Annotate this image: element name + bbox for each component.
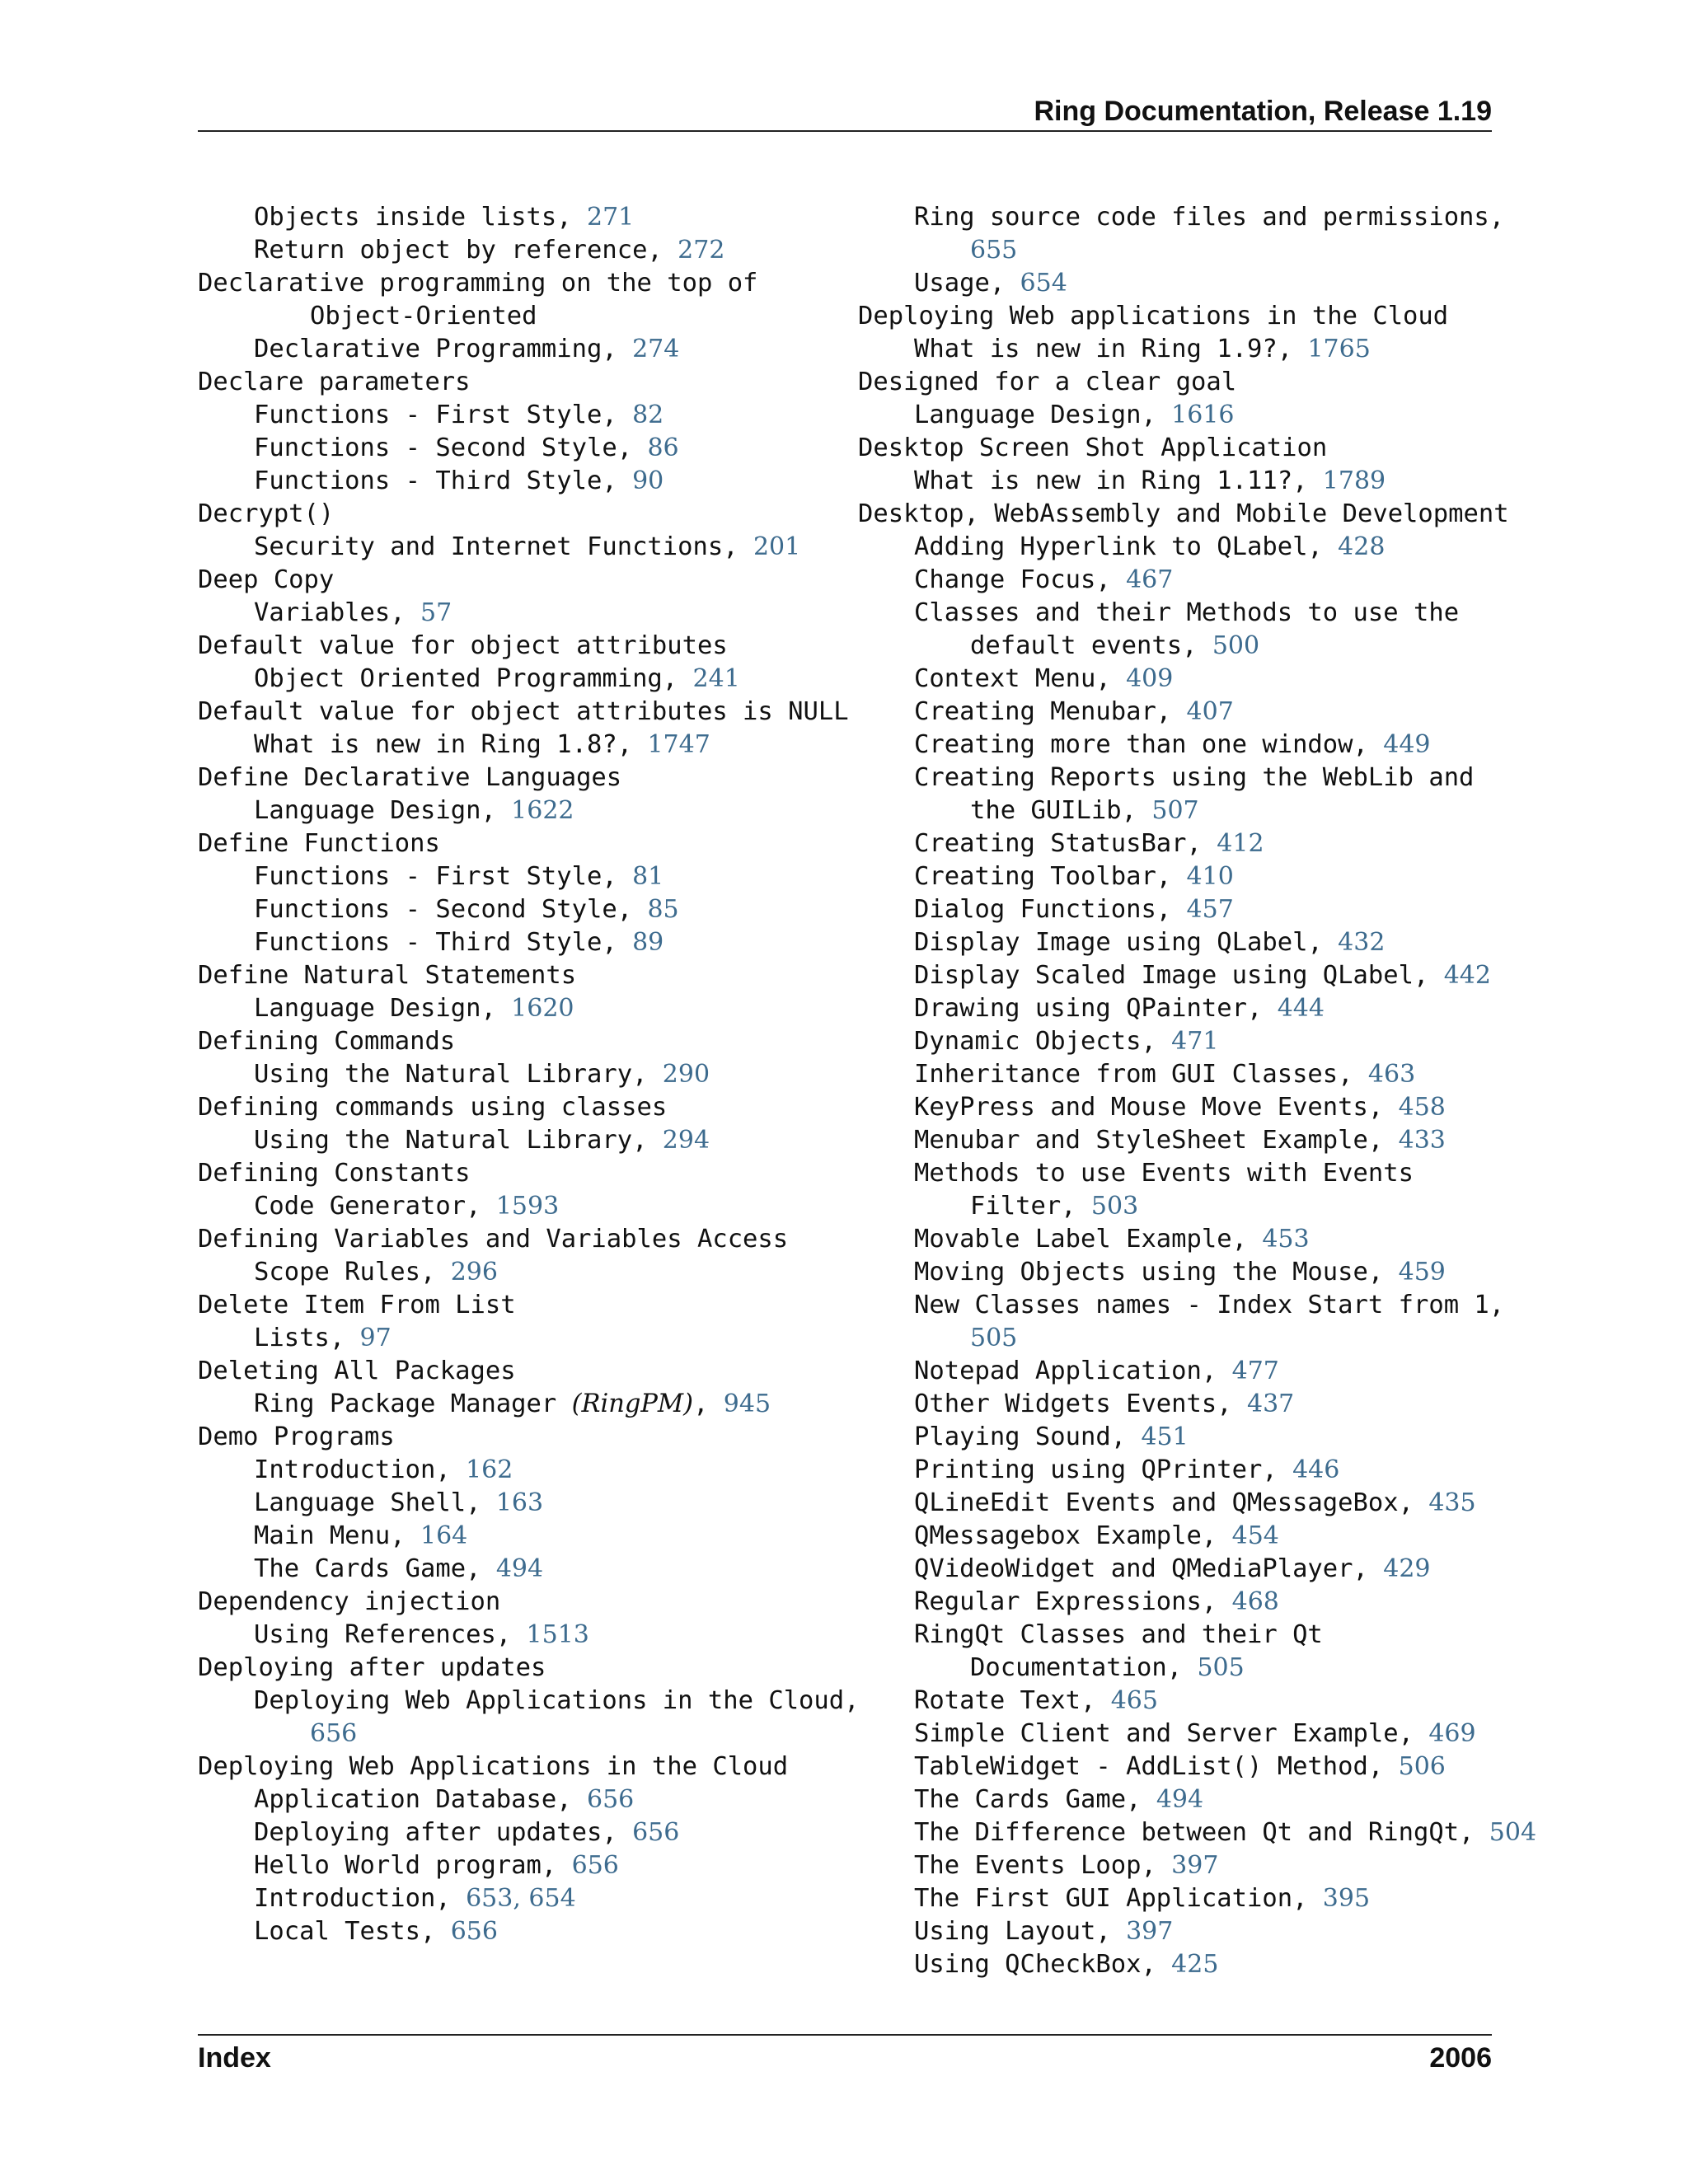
entry-text: Usage, <box>914 269 1020 298</box>
entry-text: Define Declarative Languages <box>198 763 622 792</box>
index-subentry <box>198 1388 874 1421</box>
page-link[interactable]: 494 <box>495 1554 544 1583</box>
index-subentry <box>198 1685 874 1718</box>
entry-text: Application Database, <box>254 1785 587 1814</box>
page-link[interactable]: 1747 <box>647 730 710 759</box>
entry-text: The Cards Game, <box>254 1554 496 1583</box>
page-link[interactable]: 506 <box>1398 1752 1446 1781</box>
page-link[interactable]: 201 <box>753 532 801 561</box>
index-subentry <box>198 1915 874 1948</box>
index-subentry <box>858 1882 1509 1915</box>
entry-text: Ring Package Manager <box>254 1390 572 1418</box>
index-term <box>198 1652 874 1685</box>
index-term <box>198 1421 874 1454</box>
page-link[interactable]: 500 <box>1212 631 1260 660</box>
page-link[interactable]: 89 <box>632 928 664 957</box>
page-link[interactable]: 453 <box>1262 1225 1310 1254</box>
index-term <box>858 432 1509 465</box>
entry-text: What is new in Ring 1.9?, <box>914 335 1308 363</box>
entry-text: Deploying Web Applications in the Cloud <box>198 1752 789 1781</box>
page-link[interactable]: 1789 <box>1322 466 1386 495</box>
index-subentry <box>198 234 874 267</box>
index-subentry <box>858 1718 1509 1750</box>
index-subentry <box>858 1586 1509 1619</box>
page-link[interactable]: 653 <box>466 1884 513 1913</box>
index-subentry <box>198 663 874 696</box>
page-link[interactable]: 432 <box>1338 928 1386 957</box>
index-subentry <box>858 201 1509 234</box>
index-subentry <box>858 234 1509 267</box>
page-link[interactable]: 504 <box>1489 1818 1537 1847</box>
entry-text-suffix: , <box>693 1390 724 1418</box>
entry-text: Functions - Second Style, <box>254 895 648 924</box>
index-subentry <box>858 1816 1537 1849</box>
index-subentry <box>858 1157 1509 1190</box>
entry-text: Printing using QPrinter, <box>914 1455 1293 1484</box>
entry-text: Functions - Second Style, <box>254 434 648 462</box>
page-link[interactable]: 437 <box>1246 1390 1295 1418</box>
index-subentry <box>198 432 874 465</box>
index-subentry <box>858 1783 1509 1816</box>
index-subentry <box>198 1322 874 1355</box>
running-footer <box>198 2034 1492 2077</box>
entry-text: Decrypt() <box>198 499 335 528</box>
page-link[interactable]: 272 <box>678 236 725 265</box>
index-subentry <box>858 564 1509 597</box>
entry-text: KeyPress and Mouse Move Events, <box>914 1093 1399 1122</box>
page-link[interactable]: 81 <box>632 862 664 891</box>
index-term <box>198 498 874 531</box>
index-subentry <box>858 1520 1509 1553</box>
page-link[interactable]: 656 <box>586 1785 635 1814</box>
index-term <box>858 498 1509 531</box>
page-link[interactable]: 163 <box>495 1488 544 1517</box>
index-subentry <box>858 926 1509 959</box>
page-link[interactable]: 505 <box>970 1324 1018 1352</box>
page-link[interactable]: 458 <box>1398 1093 1446 1122</box>
entry-text: Security and Internet Functions, <box>254 532 753 561</box>
page-link[interactable]: 494 <box>1156 1785 1204 1814</box>
index-column-left <box>198 201 874 1948</box>
page-link[interactable]: 395 <box>1322 1884 1371 1913</box>
entry-text: Dialog Functions, <box>914 895 1187 924</box>
entry-text: Designed for a clear goal <box>858 368 1237 396</box>
page-link[interactable]: 655 <box>970 236 1018 265</box>
page-link[interactable]: 654 <box>1020 269 1067 298</box>
entry-text: Declare parameters <box>198 368 471 396</box>
index-subentry <box>198 992 874 1025</box>
entry-text: Creating Reports using the WebLib and <box>914 763 1475 792</box>
entry-text: Filter, <box>970 1192 1091 1221</box>
page-link[interactable]: 290 <box>662 1060 710 1089</box>
entry-text: Code Generator, <box>254 1192 496 1221</box>
index-subentry <box>198 1124 874 1157</box>
entry-text: Functions - First Style, <box>254 862 633 891</box>
entry-text: The First GUI Application, <box>914 1884 1323 1913</box>
entry-text: Adding Hyperlink to QLabel, <box>914 532 1339 561</box>
page-link[interactable]: 409 <box>1126 664 1174 693</box>
entry-text: The Events Loop, <box>914 1851 1172 1880</box>
entry-text: Desktop, WebAssembly and Mobile Development <box>858 499 1509 528</box>
page-link[interactable]: 429 <box>1383 1554 1431 1583</box>
index-term <box>858 300 1509 333</box>
entry-text: Language Design, <box>254 796 512 825</box>
index-subentry <box>858 1849 1509 1882</box>
index-subentry <box>858 1256 1509 1289</box>
entry-text: Defining commands using classes <box>198 1093 668 1122</box>
entry-text: Hello World program, <box>254 1851 572 1880</box>
page-link[interactable]: 271 <box>586 203 635 232</box>
page-link[interactable]: 444 <box>1277 994 1325 1023</box>
entry-text: QVideoWidget and QMediaPlayer, <box>914 1554 1384 1583</box>
page-link[interactable]: 945 <box>723 1390 771 1418</box>
entry-text: Local Tests, <box>254 1917 451 1946</box>
entry-text: Playing Sound, <box>914 1422 1142 1451</box>
document-title: Ring Documentation, Release 1.19 <box>1034 96 1492 127</box>
entry-text: Lists, <box>254 1324 360 1352</box>
index-subentry <box>198 333 874 366</box>
index-term <box>198 1025 874 1058</box>
page-link[interactable]: 294 <box>662 1126 710 1155</box>
entry-text: Ring source code files and permissions, <box>914 203 1505 232</box>
entry-text: Variables, <box>254 598 420 627</box>
entry-text: Deploying Web Applications in the Cloud, <box>254 1686 860 1715</box>
index-term <box>198 1223 874 1256</box>
entry-text: Default value for object attributes <box>198 631 728 660</box>
entry-text: New Classes names - Index Start from 1, <box>914 1291 1505 1319</box>
entry-text: Methods to use Events with Events <box>914 1159 1414 1188</box>
entry-text: RingQt Classes and their Qt <box>914 1620 1323 1649</box>
entry-text: The Cards Game, <box>914 1785 1156 1814</box>
page-link[interactable]: 86 <box>647 434 679 462</box>
entry-text: Simple Client and Server Example, <box>914 1719 1429 1748</box>
entry-text: What is new in Ring 1.11?, <box>914 466 1323 495</box>
entry-text: Deploying after updates <box>198 1653 546 1682</box>
page-link[interactable]: 469 <box>1428 1719 1476 1748</box>
index-subentry <box>858 893 1509 926</box>
entry-text: Default value for object attributes is NULL <box>198 697 849 726</box>
entry-text: Regular Expressions, <box>914 1587 1232 1616</box>
index-term <box>198 1586 874 1619</box>
entry-text: Functions - Third Style, <box>254 466 633 495</box>
entry-text: Defining Variables and Variables Access <box>198 1225 789 1254</box>
index-subentry <box>858 1355 1509 1388</box>
index-subentry <box>858 1487 1509 1520</box>
index-term <box>198 366 874 399</box>
page-link[interactable]: 97 <box>359 1324 392 1352</box>
page-link[interactable]: 85 <box>647 895 679 924</box>
index-subentry <box>198 531 874 564</box>
entry-text: Classes and their Methods to use the <box>914 598 1460 627</box>
entry-text: Display Scaled Image using QLabel, <box>914 961 1444 990</box>
entry-text: Menubar and StyleSheet Example, <box>914 1126 1399 1155</box>
entry-text: Drawing using QPainter, <box>914 994 1278 1023</box>
page-link[interactable]: 1593 <box>495 1192 560 1221</box>
page-link[interactable]: 410 <box>1186 862 1234 891</box>
index-subentry <box>858 1619 1509 1652</box>
index-subentry <box>198 465 874 498</box>
entry-text: Functions - First Style, <box>254 401 633 429</box>
entry-text: Deep Copy <box>198 565 335 594</box>
entry-text: Using the Natural Library, <box>254 1060 663 1089</box>
index-subentry <box>858 465 1509 498</box>
page-link[interactable]: 503 <box>1090 1192 1139 1221</box>
index-subentry <box>198 1256 874 1289</box>
entry-text: Context Menu, <box>914 664 1127 693</box>
entry-text: Deploying Web applications in the Cloud <box>858 302 1449 330</box>
page-link[interactable]: 1513 <box>526 1620 589 1649</box>
entry-text: Inheritance from GUI Classes, <box>914 1060 1368 1089</box>
index-subentry <box>198 1783 874 1816</box>
index-subentry <box>198 1816 874 1849</box>
entry-text: Declarative Programming, <box>254 335 633 363</box>
index-column-right <box>858 201 1537 1981</box>
entry-text: Defining Commands <box>198 1027 456 1056</box>
index-subentry <box>858 762 1509 794</box>
index-subentry <box>858 1685 1509 1718</box>
entry-text: Other Widgets Events, <box>914 1390 1247 1418</box>
index-subentry <box>858 399 1509 432</box>
index-subentry <box>858 1091 1509 1124</box>
index-subentry <box>198 1520 874 1553</box>
entry-text: Demo Programs <box>198 1422 395 1451</box>
page-link[interactable]: 656 <box>310 1719 358 1748</box>
entry-text: Rotate Text, <box>914 1686 1111 1715</box>
index-subentry <box>858 1421 1509 1454</box>
page-link[interactable]: 274 <box>632 335 680 363</box>
index-term <box>858 366 1509 399</box>
index-subentry <box>198 399 874 432</box>
index-term <box>198 696 874 729</box>
index-subentry <box>858 531 1509 564</box>
index-subentry <box>858 1223 1509 1256</box>
entry-text: Deleting All Packages <box>198 1357 516 1385</box>
index-term <box>198 1289 874 1322</box>
page-link[interactable]: 412 <box>1217 829 1264 858</box>
index-subentry <box>198 1487 874 1520</box>
entry-text: Movable Label Example, <box>914 1225 1263 1254</box>
index-subentry <box>858 1322 1509 1355</box>
footer-section: Index <box>198 2042 271 2074</box>
index-subentry <box>198 860 874 893</box>
entry-italic-text: (RingPM) <box>571 1390 694 1418</box>
entry-text: Language Design, <box>914 401 1172 429</box>
entry-text: Creating StatusBar, <box>914 829 1217 858</box>
entry-text: QMessagebox Example, <box>914 1521 1232 1550</box>
entry-text: Object Oriented Programming, <box>254 664 693 693</box>
index-term <box>198 959 874 992</box>
index-subentry <box>198 1454 874 1487</box>
index-subentry <box>858 1915 1509 1948</box>
entry-text: Language Design, <box>254 994 512 1023</box>
index-subentry <box>198 1849 874 1882</box>
index-subentry <box>198 1882 874 1915</box>
entry-text: QLineEdit Events and QMessageBox, <box>914 1488 1429 1517</box>
page-link[interactable]: 1620 <box>511 994 574 1023</box>
index-subentry <box>198 300 874 333</box>
page-link[interactable]: 656 <box>450 1917 498 1946</box>
entry-text: Define Functions <box>198 829 440 858</box>
index-term <box>198 1157 874 1190</box>
page-link[interactable]: 407 <box>1186 697 1234 726</box>
page-link[interactable]: 507 <box>1151 796 1199 825</box>
page-link[interactable]: 296 <box>450 1258 498 1286</box>
entry-text: Main Menu, <box>254 1521 420 1550</box>
page-link[interactable]: 82 <box>632 401 664 429</box>
entry-text: Language Shell, <box>254 1488 496 1517</box>
index-subentry <box>858 696 1509 729</box>
entry-text: Creating Menubar, <box>914 697 1187 726</box>
index-subentry <box>858 860 1509 893</box>
entry-text: Delete Item From List <box>198 1291 516 1319</box>
index-subentry <box>198 729 874 762</box>
page-link[interactable]: 435 <box>1428 1488 1476 1517</box>
index-subentry <box>198 1718 874 1750</box>
entry-text: Using QCheckBox, <box>914 1950 1172 1979</box>
footer-page-number: 2006 <box>1429 2042 1492 2074</box>
entry-text: Introduction, <box>254 1455 467 1484</box>
entry-text: Object-Oriented <box>310 302 537 330</box>
entry-text: Notepad Application, <box>914 1357 1232 1385</box>
page-link[interactable]: 162 <box>466 1455 513 1484</box>
index-subentry <box>198 1619 874 1652</box>
entry-text: Objects inside lists, <box>254 203 587 232</box>
index-term <box>198 564 874 597</box>
page-link[interactable]: 656 <box>571 1851 619 1880</box>
page-link[interactable]: 459 <box>1398 1258 1446 1286</box>
page-link[interactable]: 397 <box>1171 1851 1219 1880</box>
entry-text: Dynamic Objects, <box>914 1027 1172 1056</box>
page-link[interactable]: 656 <box>632 1818 680 1847</box>
page-link[interactable]: 463 <box>1367 1060 1416 1089</box>
running-header <box>198 92 1492 132</box>
entry-text: Documentation, <box>970 1653 1198 1682</box>
page-link[interactable]: 241 <box>692 664 740 693</box>
entry-text: Declarative programming on the top of <box>198 269 758 298</box>
entry-text: Moving Objects using the Mouse, <box>914 1258 1399 1286</box>
entry-text: Scope Rules, <box>254 1258 451 1286</box>
index-subentry <box>858 267 1509 300</box>
index-subentry <box>858 630 1509 663</box>
index-term <box>198 762 874 794</box>
page-link[interactable]: 1622 <box>511 796 574 825</box>
index-subentry <box>858 794 1509 827</box>
entry-text: What is new in Ring 1.8?, <box>254 730 648 759</box>
index-subentry <box>198 1190 874 1223</box>
page-link[interactable]: 449 <box>1383 730 1431 759</box>
page-link[interactable]: 397 <box>1126 1917 1174 1946</box>
page-link[interactable]: 164 <box>420 1521 468 1550</box>
index-subentry <box>858 333 1509 366</box>
index-subentry <box>858 959 1509 992</box>
page-link[interactable]: 471 <box>1171 1027 1219 1056</box>
index-subentry <box>198 926 874 959</box>
index-subentry <box>858 827 1509 860</box>
index-subentry <box>198 597 874 630</box>
entry-text: Creating Toolbar, <box>914 862 1187 891</box>
index-subentry <box>858 1454 1509 1487</box>
entry-text: Deploying after updates, <box>254 1818 633 1847</box>
page-link[interactable]: 477 <box>1231 1357 1279 1385</box>
entry-text: The Difference between Qt and RingQt, <box>914 1818 1489 1847</box>
index-subentry <box>858 1190 1509 1223</box>
entry-text: Functions - Third Style, <box>254 928 633 957</box>
entry-text: Change Focus, <box>914 565 1127 594</box>
page-link[interactable]: 446 <box>1292 1455 1340 1484</box>
page-link[interactable]: 467 <box>1126 565 1174 594</box>
index-subentry <box>858 992 1509 1025</box>
index-subentry <box>858 1388 1509 1421</box>
index-term <box>198 267 874 300</box>
page-link[interactable]: 442 <box>1443 961 1491 990</box>
page-link[interactable]: 425 <box>1171 1950 1219 1979</box>
index-subentry <box>858 1948 1509 1981</box>
entry-text: Return object by reference, <box>254 236 678 265</box>
entry-text: Dependency injection <box>198 1587 501 1616</box>
index-subentry <box>198 201 874 234</box>
entry-text: Define Natural Statements <box>198 961 577 990</box>
index-subentry <box>858 729 1509 762</box>
page-link[interactable]: 1616 <box>1171 401 1235 429</box>
page-link[interactable]: 1765 <box>1307 335 1371 363</box>
page-link[interactable]: 451 <box>1141 1422 1189 1451</box>
entry-text: Display Image using QLabel, <box>914 928 1339 957</box>
page-link[interactable]: 57 <box>420 598 452 627</box>
page-link[interactable]: 90 <box>632 466 664 495</box>
entry-text: TableWidget - AddList() Method, <box>914 1752 1399 1781</box>
index-subentry <box>858 663 1509 696</box>
page-link[interactable]: 505 <box>1197 1653 1245 1682</box>
index-subentry <box>858 1652 1509 1685</box>
index-subentry <box>858 1553 1509 1586</box>
page-link[interactable]: 468 <box>1231 1587 1279 1616</box>
index-subentry <box>198 1058 874 1091</box>
index-subentry <box>198 1553 874 1586</box>
index-term <box>198 827 874 860</box>
entry-text: Creating more than one window, <box>914 730 1384 759</box>
entry-text: Using the Natural Library, <box>254 1126 663 1155</box>
entry-text: Using References, <box>254 1620 527 1649</box>
index-subentry <box>858 1289 1509 1322</box>
entry-text: the GUILib, <box>970 796 1152 825</box>
index-subentry <box>858 1750 1509 1783</box>
index-term <box>198 1355 874 1388</box>
entry-text: Defining Constants <box>198 1159 471 1188</box>
index-subentry <box>858 1124 1509 1157</box>
page-link[interactable]: 457 <box>1186 895 1234 924</box>
entry-text: Using Layout, <box>914 1917 1127 1946</box>
index-subentry <box>858 1025 1509 1058</box>
entry-text: default events, <box>970 631 1212 660</box>
index-term <box>198 1091 874 1124</box>
index-subentry <box>858 1058 1509 1091</box>
page-link[interactable]: 654 <box>528 1884 576 1913</box>
page-link[interactable]: 433 <box>1398 1126 1446 1155</box>
index-subentry <box>198 893 874 926</box>
entry-text: Introduction, <box>254 1884 467 1913</box>
index-term <box>198 1750 874 1783</box>
index-subentry <box>858 597 1509 630</box>
index-subentry <box>198 794 874 827</box>
page-separator: , <box>513 1884 529 1913</box>
index-term <box>198 630 874 663</box>
page-link[interactable]: 428 <box>1338 532 1386 561</box>
page-link[interactable]: 465 <box>1110 1686 1158 1715</box>
entry-text: Desktop Screen Shot Application <box>858 434 1328 462</box>
page-link[interactable]: 454 <box>1231 1521 1279 1550</box>
